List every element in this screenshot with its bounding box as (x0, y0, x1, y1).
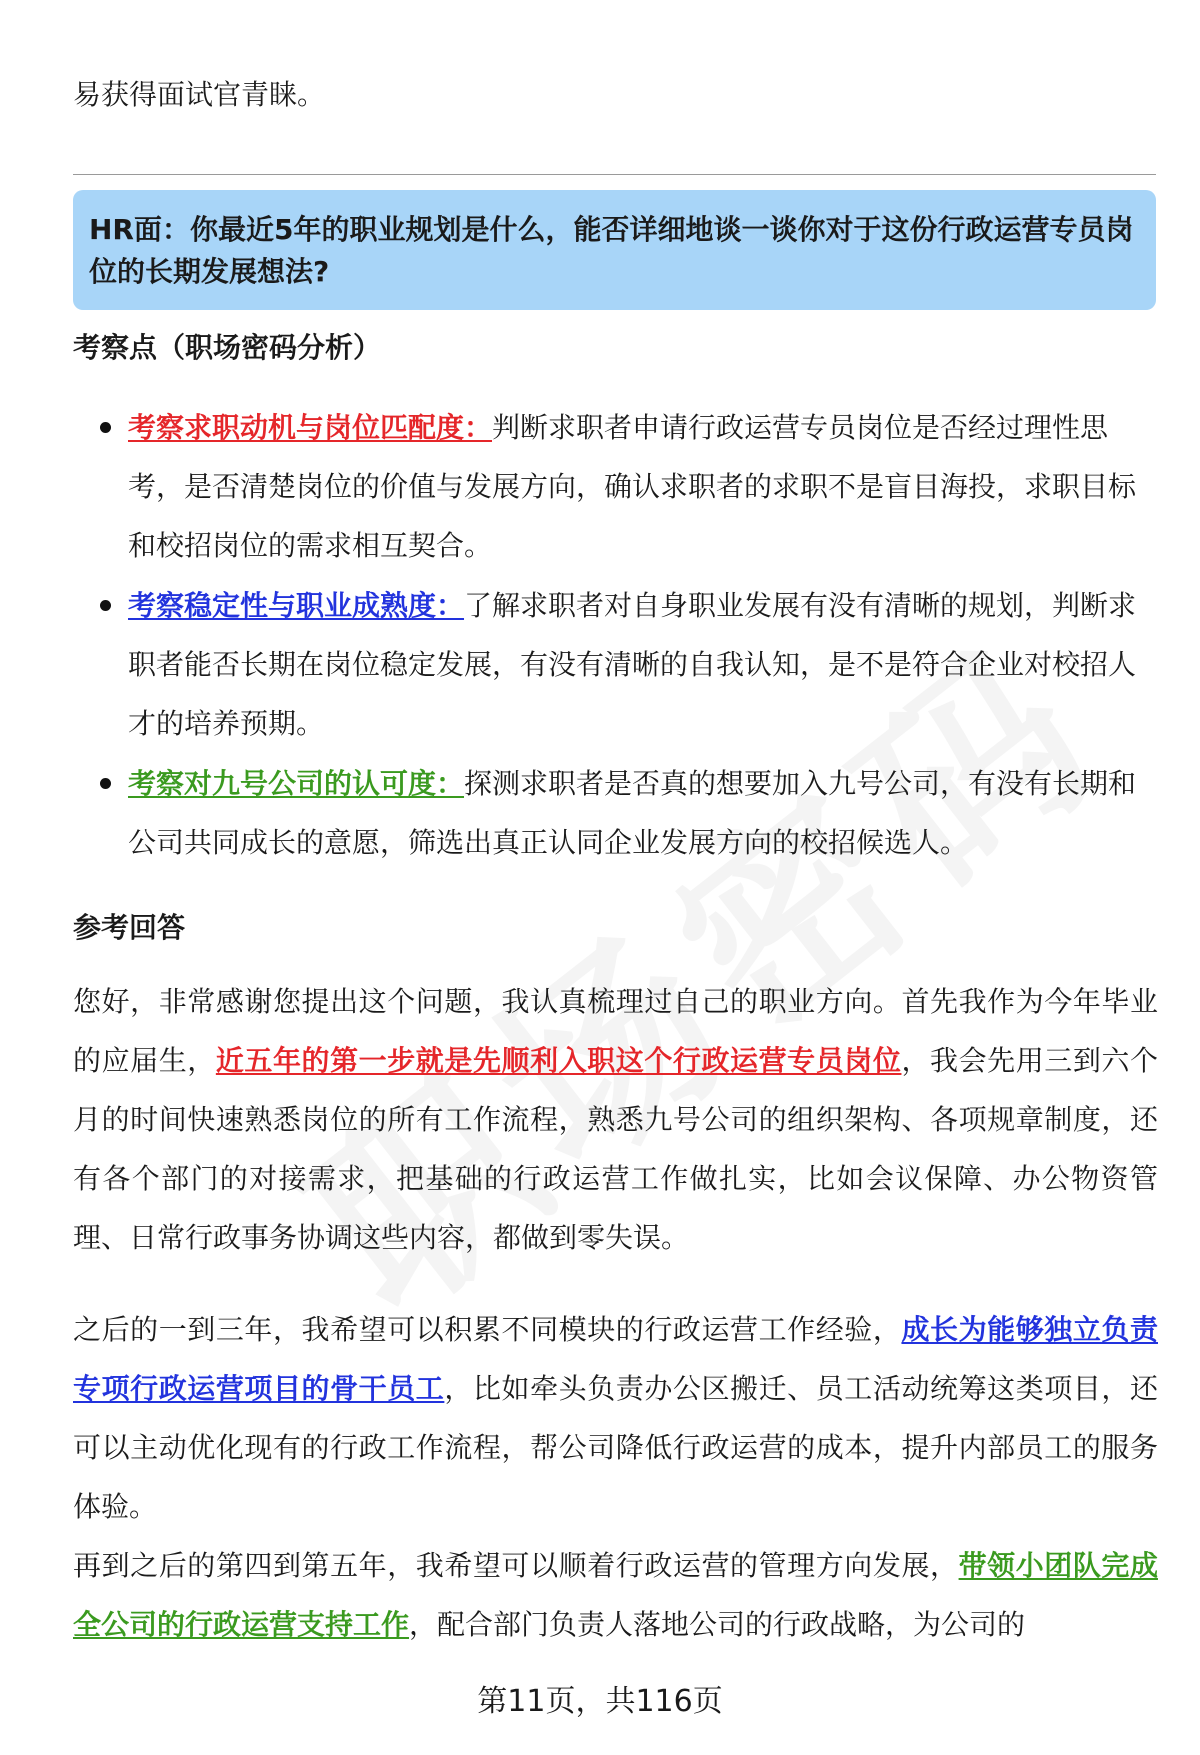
item-text: 探测求职者是否真的想要加入九号公司，有没有长期和公司共同成长的意愿，筛选出真正认同企业发展方向的校招候选人。 (128, 767, 1137, 859)
lead-text: 易获得面试官青睐。 (73, 78, 326, 111)
paragraph-text: 再到之后的第四到第五年，我希望可以顺着行政运营的管理方向发展， (73, 1549, 959, 1582)
paragraph-text: ，比如牵头负责办公区搬迁、员工活动统筹这类项目，还可以主动优化现有的行政工作流程，帮公司降低行政运营的成本，提升内部员工的服务体验。 (73, 1372, 1158, 1523)
answer-paragraph-2 (73, 1300, 1158, 1536)
list-item (73, 754, 1156, 872)
paragraph-text: 您好，非常感谢您提出这个问题，我认真梳理过自己的职业方向。首先我作为今年毕业的应届生， (73, 985, 1158, 1077)
paragraph-text: 之后的一到三年，我希望可以积累不同模块的行政运营工作经验， (73, 1313, 902, 1346)
divider (73, 174, 1156, 175)
answer-heading: 参考回答 (73, 911, 186, 944)
analysis-heading: 考察点（职场密码分析） (73, 331, 382, 364)
answer-paragraph-3 (73, 1536, 1158, 1654)
paragraph-text: ，配合部门负责人落地公司的行政战略，为公司的 (409, 1608, 1026, 1641)
item-text: 了解求职者对自身职业发展有没有清晰的规划，判断求职者能否长期在岗位稳定发展，有没有清晰的自我认知，是不是符合企业对校招人才的培养预期。 (128, 589, 1137, 740)
highlight-text: 近五年的第一步就是先顺利入职这个行政运营专员岗位 (215, 1044, 902, 1077)
bullet-icon (100, 422, 111, 433)
highlight-text: 带领小团队完成全公司的行政运营支持工作 (73, 1549, 1158, 1641)
list-item (73, 576, 1156, 753)
bullet-icon (100, 600, 111, 611)
list-item (73, 398, 1156, 575)
question-box (73, 190, 1156, 310)
bullet-icon (100, 778, 111, 789)
page-number: 第11页，共116页 (477, 1684, 723, 1719)
item-label: 考察求职动机与岗位匹配度： (128, 411, 493, 444)
item-label: 考察稳定性与职业成熟度： (128, 589, 465, 622)
analysis-list (73, 398, 1156, 872)
paragraph-text: ，我会先用三到六个月的时间快速熟悉岗位的所有工作流程，熟悉九号公司的组织架构、各项规章制度，还有各个部门的对接需求，把基础的行政运营工作做扎实，比如会议保障、办公物资管理、日常行政事务协调这些内容，都做到零失误。 (73, 1044, 1158, 1254)
question-text: HR面：你最近5年的职业规划是什么，能否详细地谈一谈你对于这份行政运营专员岗位的长期发展想法? (89, 213, 1134, 288)
answer-paragraph-1 (73, 972, 1158, 1267)
item-text: 判断求职者申请行政运营专员岗位是否经过理性思考，是否清楚岗位的价值与发展方向，确认求职者的求职不是盲目海投，求职目标和校招岗位的需求相互契合。 (128, 411, 1137, 562)
highlight-text: 成长为能够独立负责专项行政运营项目的骨干员工 (73, 1313, 1158, 1405)
item-label: 考察对九号公司的认可度： (128, 767, 465, 800)
